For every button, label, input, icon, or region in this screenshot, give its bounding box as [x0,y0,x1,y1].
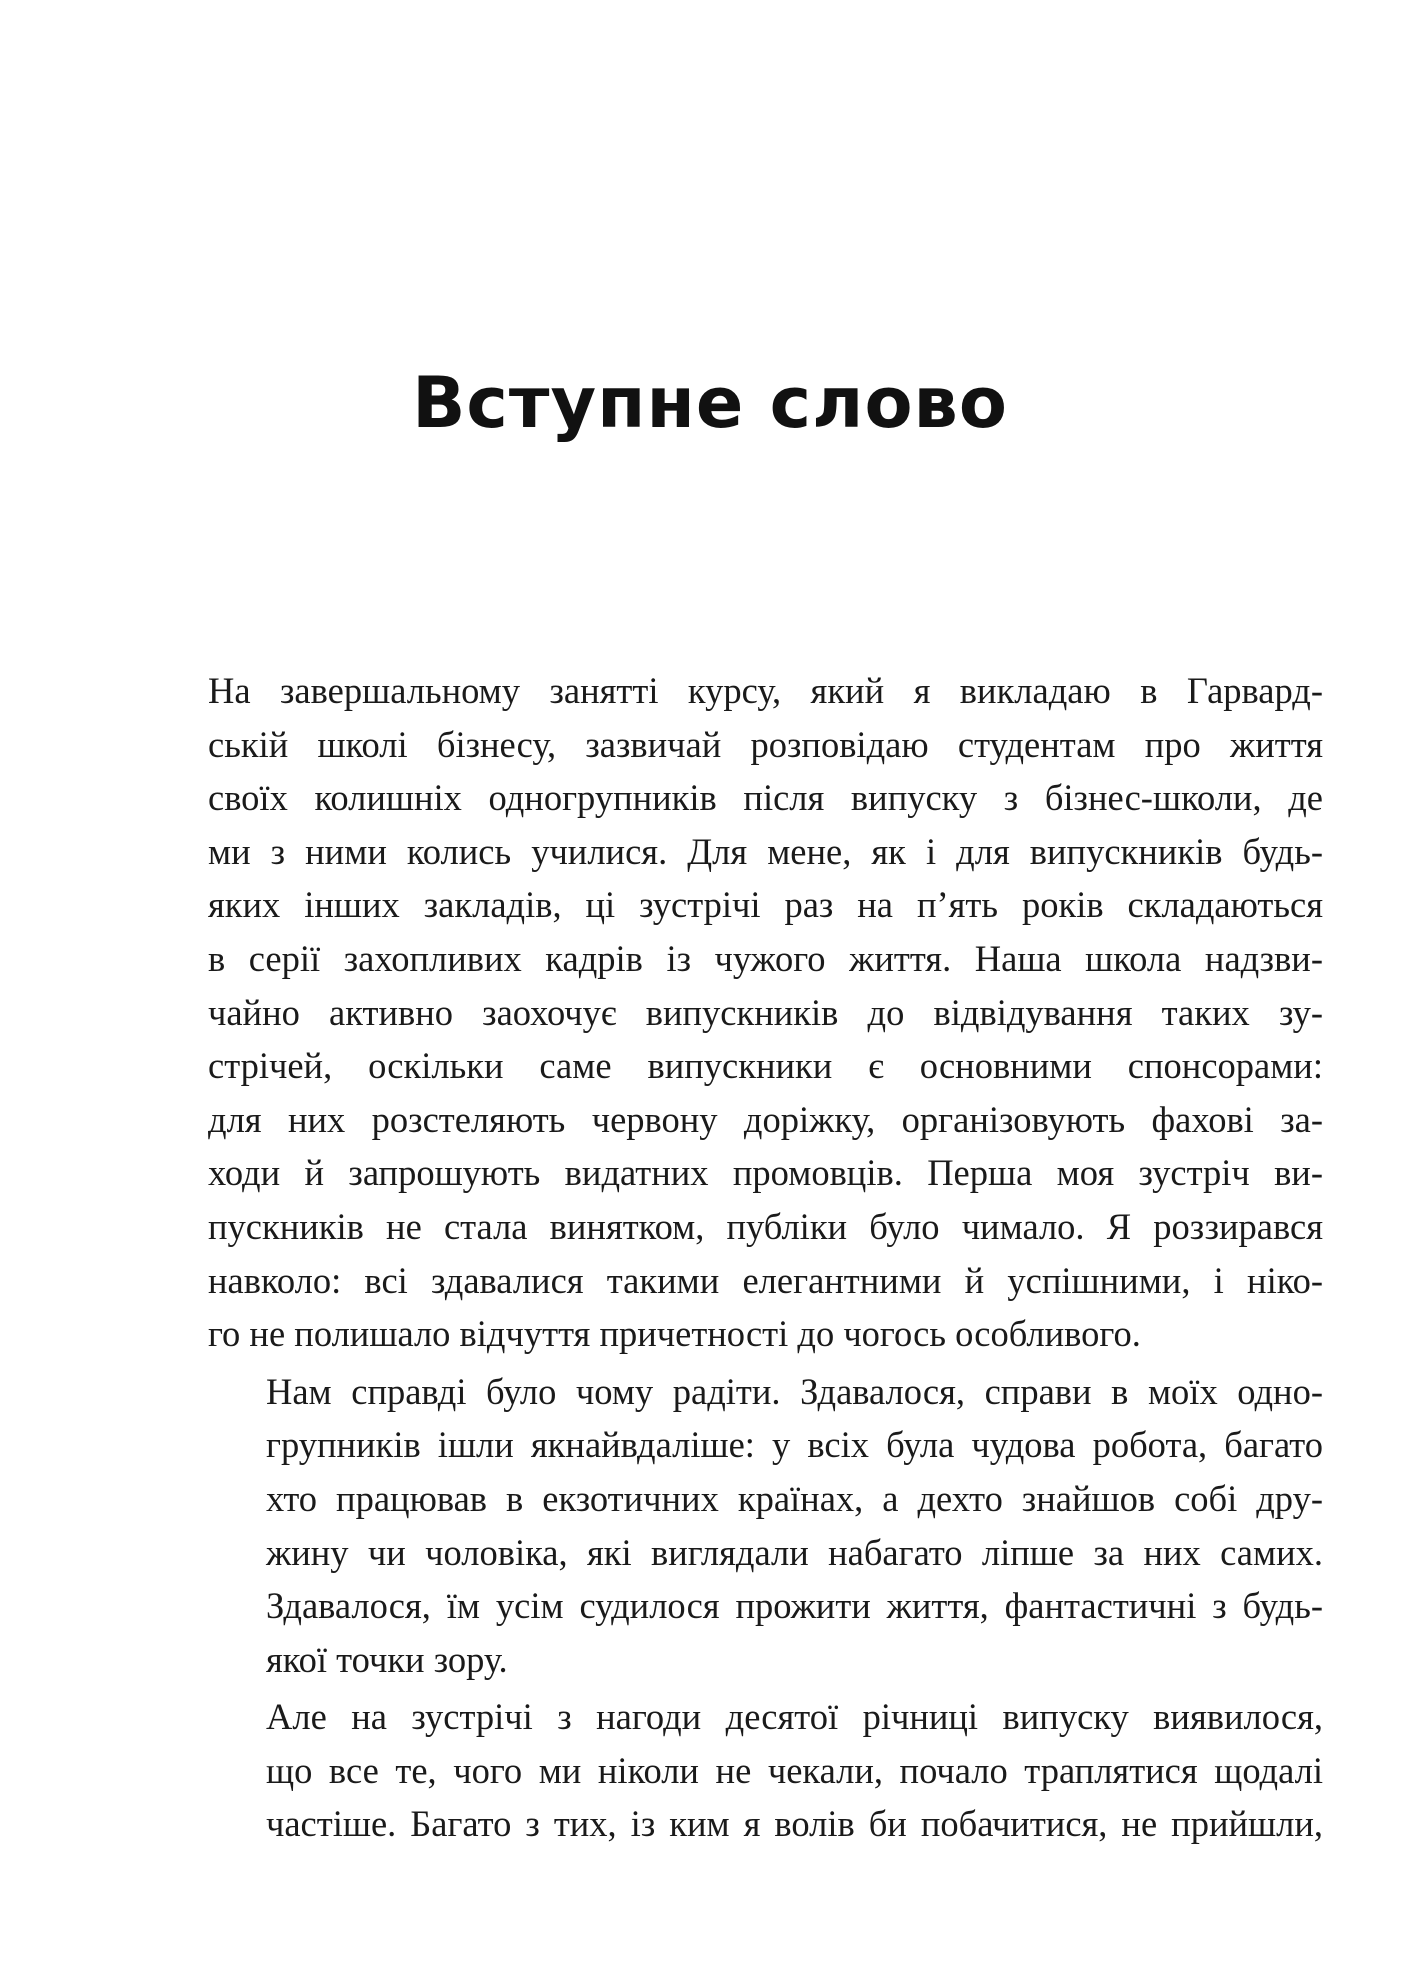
text-line: якої точки зору. [266,1638,508,1680]
text-line: На завершальному занятті курсу, який я викладаю в Гарвард- [208,670,1323,711]
text-line: групників ішли якнайвдаліше: у всіх була чудова робота, багато [266,1424,1323,1466]
chapter-title: Вступне слово [412,362,1008,444]
text-line: своїх колишніх одногрупників після випуску з бізнес-школи, де [208,777,1323,819]
text-line: Але на зустрічі з нагоди десятої річниці випуску виявилося, [266,1696,1323,1738]
text-line: ходи й запрошують видатних промовців. Перша моя зустріч ви- [208,1152,1323,1194]
text-line: що все те, чого ми ніколи не чекали, почало траплятися щодалі [266,1749,1323,1791]
text-line: Здавалося, їм усім судилося прожити життя, фантастичні з будь- [266,1585,1323,1627]
text-line: навколо: всі здавалися такими елегантними й успішними, і ніко- [208,1259,1323,1301]
text-line: для них розстеляють червону доріжку, організовують фахові за- [208,1098,1323,1140]
paragraph-3 [208,1690,1323,1851]
text-line: хто працював в екзотичних країнах, а дехто знайшов собі дру- [266,1477,1323,1519]
text-line: стрічей, оскільки саме випускники є основними спонсорами: [208,1045,1323,1087]
text-line: жину чи чоловіка, які виглядали набагато ліпше за них самих. [266,1531,1323,1573]
text-line: Нам справді було чому радіти. Здавалося, справи в моїх одно- [266,1370,1323,1412]
paragraph-2 [208,1365,1323,1687]
text-line: ській школі бізнесу, зазвичай розповідаю студентам про життя [208,723,1323,765]
text-line: чайно активно заохочує випускників до відвідування таких зу- [208,991,1323,1033]
body-text [208,664,1323,1851]
text-line: го не полишало відчуття причетності до чогось особливого. [208,1313,1141,1355]
text-line: частіше. Багато з тих, із ким я волів би побачитися, не прийшли, [266,1803,1323,1845]
text-line: яких інших закладів, ці зустрічі раз на п’ять років складаються [208,884,1323,926]
text-line: ми з ними колись училися. Для мене, як і для випускників будь- [208,830,1323,872]
text-line: пускників не стала винятком, публіки було чимало. Я роззирався [208,1205,1323,1247]
text-line: в серії захопливих кадрів із чужого життя. Наша школа надзви- [208,937,1323,979]
paragraph-1 [208,664,1323,1361]
